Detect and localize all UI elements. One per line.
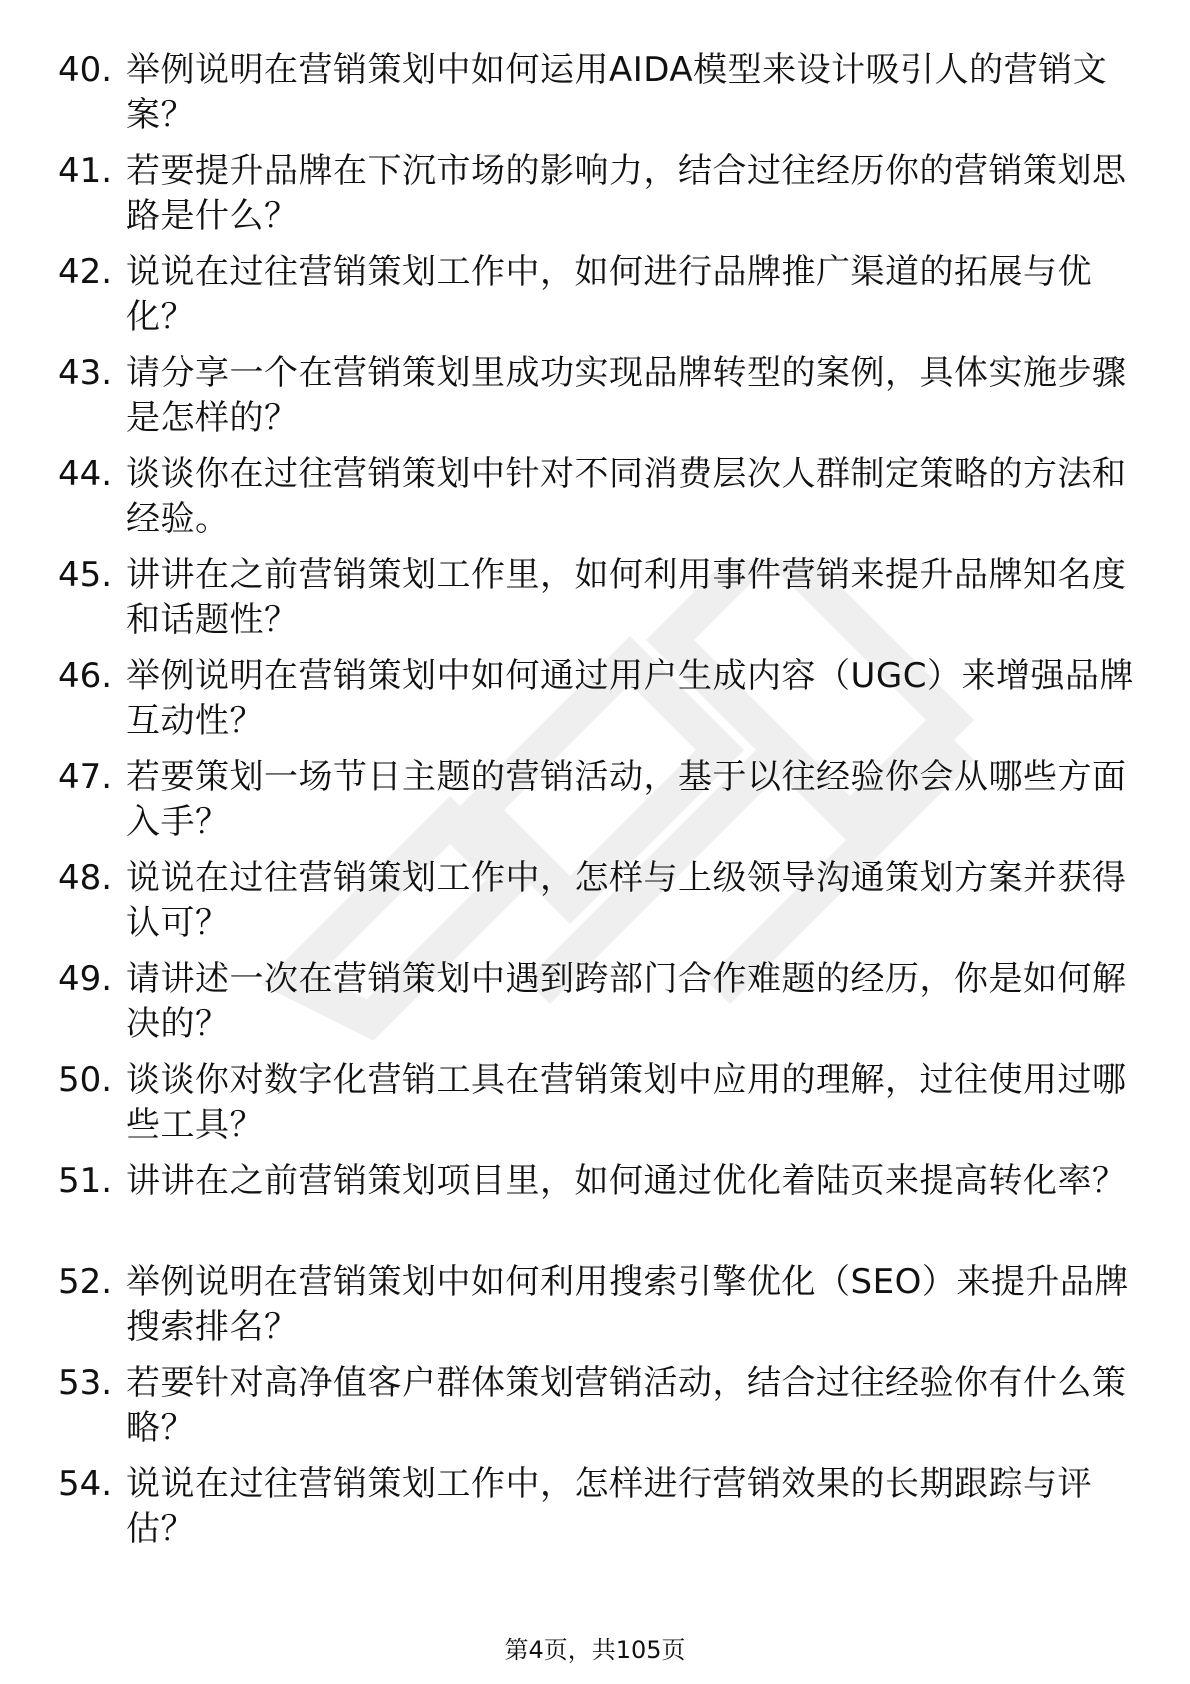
question-number: 48. bbox=[58, 858, 113, 898]
question-number: 54. bbox=[58, 1464, 113, 1504]
question-number: 53. bbox=[58, 1363, 113, 1403]
question-text: 谈谈你在过往营销策划中针对不同消费层次人群制定策略的方法和经验。 bbox=[126, 454, 1127, 539]
question-number: 42. bbox=[58, 252, 113, 292]
question-text: 请讲述一次在营销策划中遇到跨部门合作难题的经历，你是如何解决的？ bbox=[126, 959, 1127, 1044]
question-item bbox=[58, 250, 1138, 340]
question-text: 讲讲在之前营销策划项目里，如何通过优化着陆页来提高转化率？ bbox=[126, 1161, 1127, 1201]
question-number: 51. bbox=[58, 1161, 113, 1201]
question-text: 若要针对高净值客户群体策划营销活动，结合过往经验你有什么策略？ bbox=[126, 1363, 1127, 1448]
question-number: 47. bbox=[58, 757, 113, 797]
question-item bbox=[58, 1462, 1138, 1552]
question-item bbox=[58, 856, 1138, 946]
question-number: 46. bbox=[58, 656, 113, 696]
question-text: 说说在过往营销策划工作中，怎样与上级领导沟通策划方案并获得认可？ bbox=[126, 858, 1127, 943]
question-number: 49. bbox=[58, 959, 113, 999]
question-text: 讲讲在之前营销策划工作里，如何利用事件营销来提升品牌知名度和话题性？ bbox=[126, 555, 1127, 640]
question-text: 说说在过往营销策划工作中，如何进行品牌推广渠道的拓展与优化？ bbox=[126, 252, 1092, 337]
question-text: 举例说明在营销策划中如何运用AIDA模型来设计吸引人的营销文案？ bbox=[126, 50, 1108, 135]
question-number: 52. bbox=[58, 1262, 113, 1302]
question-number: 43. bbox=[58, 353, 113, 393]
question-text: 若要提升品牌在下沉市场的影响力，结合过往经历你的营销策划思路是什么？ bbox=[126, 151, 1127, 236]
question-item bbox=[58, 1058, 1138, 1148]
question-text: 若要策划一场节日主题的营销活动，基于以往经验你会从哪些方面入手？ bbox=[126, 757, 1127, 842]
question-item bbox=[58, 1361, 1138, 1451]
question-item bbox=[58, 654, 1138, 744]
question-item bbox=[58, 553, 1138, 643]
question-text: 谈谈你对数字化营销工具在营销策划中应用的理解，过往使用过哪些工具？ bbox=[126, 1060, 1127, 1145]
question-number: 50. bbox=[58, 1060, 113, 1100]
question-item bbox=[58, 1260, 1138, 1350]
question-item bbox=[58, 452, 1138, 542]
question-text: 举例说明在营销策划中如何通过用户生成内容（UGC）来增强品牌互动性？ bbox=[126, 656, 1134, 741]
question-item bbox=[58, 351, 1138, 441]
question-number: 45. bbox=[58, 555, 113, 595]
question-text: 请分享一个在营销策划里成功实现品牌转型的案例，具体实施步骤是怎样的？ bbox=[126, 353, 1127, 438]
question-item bbox=[58, 1159, 1138, 1249]
question-item bbox=[58, 755, 1138, 845]
question-item bbox=[58, 48, 1138, 138]
question-number: 44. bbox=[58, 454, 113, 494]
question-list bbox=[58, 48, 1138, 1563]
question-item bbox=[58, 957, 1138, 1047]
question-number: 41. bbox=[58, 151, 113, 191]
question-item bbox=[58, 149, 1138, 239]
question-text: 说说在过往营销策划工作中，怎样进行营销效果的长期跟踪与评估？ bbox=[126, 1464, 1092, 1549]
question-number: 40. bbox=[58, 50, 113, 90]
question-text: 举例说明在营销策划中如何利用搜索引擎优化（SEO）来提升品牌搜索排名？ bbox=[126, 1262, 1129, 1347]
page-number-label: 第4页，共105页 bbox=[504, 1636, 686, 1664]
page-footer bbox=[0, 1636, 1190, 1664]
